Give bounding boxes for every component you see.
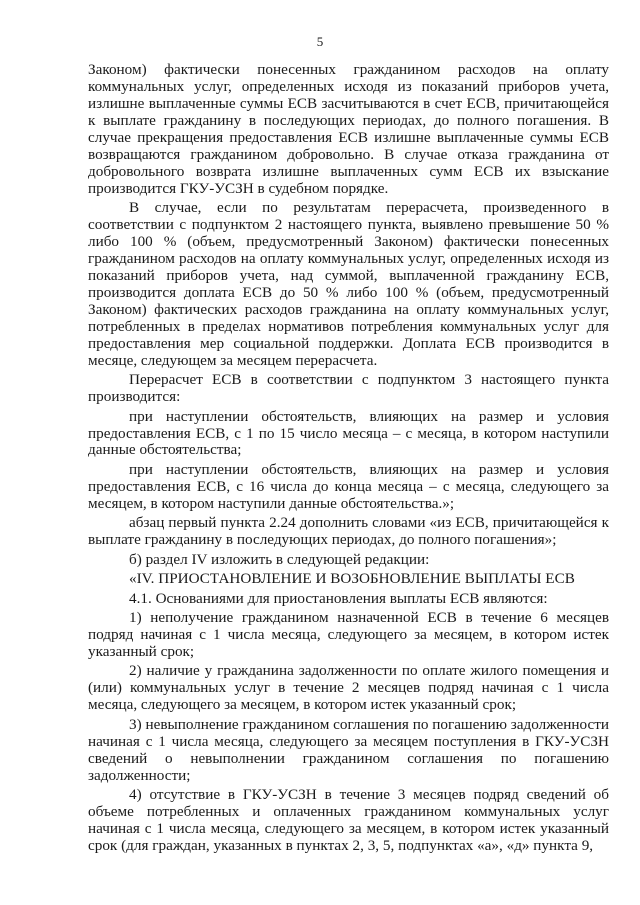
paragraph: Законом) фактически понесенных гражданином расходов на оплату коммунальных услуг, определенных исходя из показаний приборов учета, излишне выплаченные суммы ЕСВ засчитываются в счет ЕСВ, причитающейся к выплате гражданину в последующих периодах, до полного погашения. В случае прекращения предоставления ЕСВ излишне выплаченные суммы ЕСВ возвращаются гражданином добровольно. В случае отказа гражданина от добровольного возврата излишне выплаченных сумм ЕСВ их взыскание производится ГКУ-УСЗН в судебном порядке. [88,61,609,197]
paragraph: 4) отсутствие в ГКУ-УСЗН в течение 3 месяцев подряд сведений об объеме потребленных и оплаченных гражданином коммунальных услуг начиная с 1 числа месяца, следующего за месяцем, в котором истек указанный срок (для граждан, указанных в пунктах 2, 3, 5, подпунктах «а», «д» пункта 9, [88,786,609,854]
page-number: 5 [316,34,324,49]
section-heading: «IV. ПРИОСТАНОВЛЕНИЕ И ВОЗОБНОВЛЕНИЕ ВЫПЛАТЫ ЕСВ [129,570,575,588]
document-body [88,62,609,857]
paragraph: абзац первый пункта 2.24 дополнить словами «из ЕСВ, причитающейся к выплате гражданину в последующих периодах, до полного погашения»; [88,514,609,549]
paragraph: В случае, если по результатам перерасчета, произведенного в соответствии с подпунктом 2 настоящего пункта, выявлено превышение 50 % либо 100 % (объем, предусмотренный Законом) фактически понесенных гражданином расходов на оплату коммунальных услуг, определенных исходя из показаний приборов учета, над суммой, выплаченной гражданину ЕСВ, производится доплата ЕСВ до 50 % либо 100 % (объем, предусмотренный Законом) фактических расходов гражданина на оплату коммунальных услуг, потребленных в пределах нормативов потребления коммунальных услуг для предоставления мер социальной поддержки. Доплата ЕСВ производится в месяце, следующем за месяцем перерасчета. [88,199,609,369]
paragraph: при наступлении обстоятельств, влияющих на размер и условия предоставления ЕСВ, с 1 по 15 число месяца – с месяца, в котором наступили данные обстоятельства; [88,407,609,459]
paragraph: б) раздел IV изложить в следующей редакции: [129,550,430,568]
paragraph: 4.1. Основаниями для приостановления выплаты ЕСВ являются: [129,589,548,607]
paragraph: 2) наличие у гражданина задолженности по оплате жилого помещения и (или) коммунальных услуг в течение 2 месяцев подряд начиная с 1 числа месяца, следующего за месяцем, в котором истек указанный срок; [88,662,609,714]
paragraph: при наступлении обстоятельств, влияющих на размер и условия предоставления ЕСВ, с 16 числа до конца месяца – с месяца, следующего за месяцем, в котором наступили данные обстоятельства.»; [88,460,609,512]
paragraph: Перерасчет ЕСВ в соответствии с подпунктом 3 настоящего пункта производится: [88,371,609,406]
paragraph: 3) невыполнение гражданином соглашения по погашению задолженности начиная с 1 числа месяца, следующего за месяцем поступления в ГКУ-УСЗН сведений о невыполнении гражданином соглашения по погашению задолженности; [88,715,609,784]
paragraph: 1) неполучение гражданином назначенной ЕСВ в течение 6 месяцев подряд начиная с 1 числа месяца, следующего за месяцем, в котором истек указанный срок; [88,609,609,660]
